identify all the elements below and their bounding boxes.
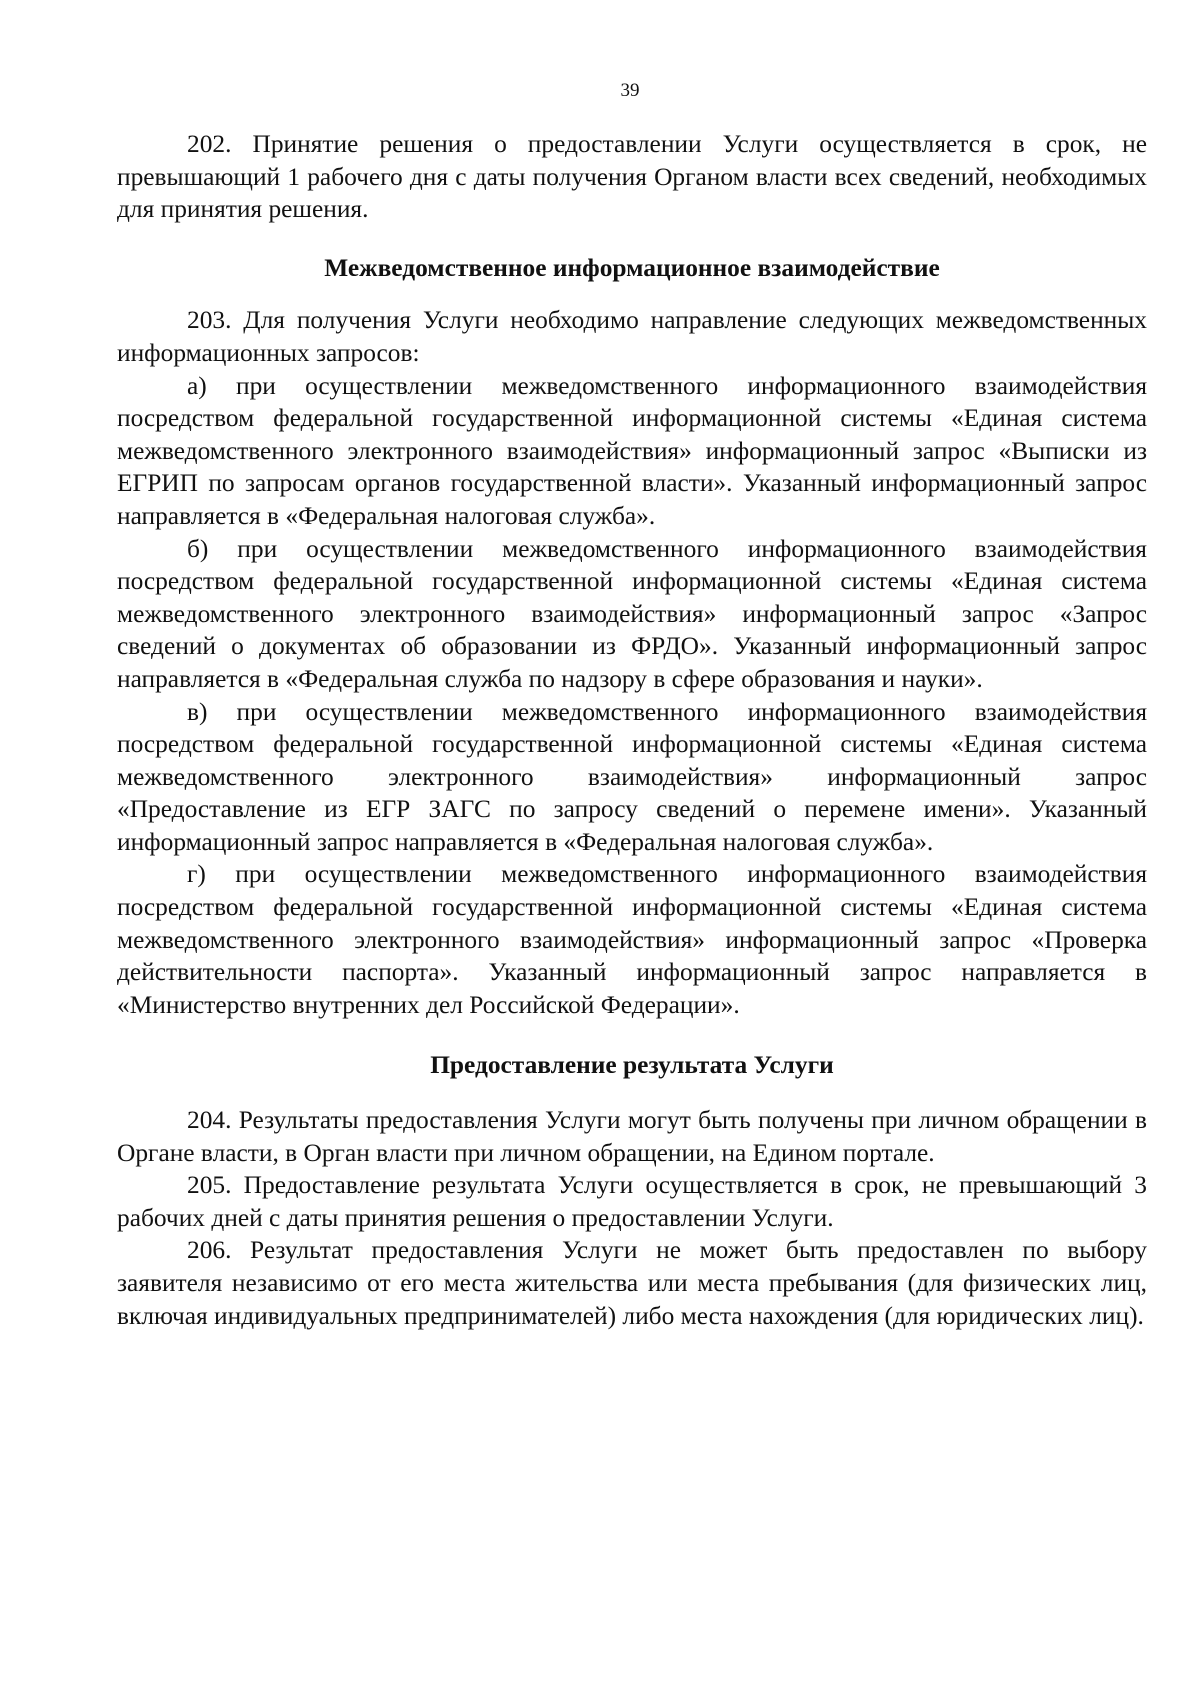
document-body (117, 128, 1147, 1332)
paragraph-204: 204. Результаты предоставления Услуги могут быть получены при личном обращении в Органе власти, в Орган власти при личном обращении, на Едином портале. (117, 1106, 1147, 1167)
paragraph-205: 205. Предоставление результата Услуги осуществляется в срок, не превышающий 3 рабочих дней с даты принятия решения о предоставлении Услуги. (117, 1171, 1147, 1232)
paragraph-202: 202. Принятие решения о предоставлении Услуги осуществляется в срок, не превышающий 1 рабочего дня с даты получения Органом власти всех сведений, необходимых для принятия решения. (117, 130, 1147, 224)
paragraph-203-v: в) при осуществлении межведомственного информационного взаимодействия посредством федеральной государственной информационной системы «Единая система межведомственного электронного взаимодействия» информационный запрос «Предоставление из ЕГР ЗАГС по запросу сведений о перемене имени». Указанный информационный запрос направляется в «Федеральная налоговая служба». (117, 697, 1147, 856)
paragraph-203-a: а) при осуществлении межведомственного информационного взаимодействия посредством федеральной государственной информационной системы «Единая система межведомственного электронного взаимодействия» информационный запрос «Выписки из ЕГРИП по запросам органов государственной власти». Указанный информационный запрос направляется в «Федеральная налоговая служба». (117, 371, 1147, 530)
section-heading-interagency: Межведомственное информационное взаимодействие (324, 253, 940, 282)
section-heading-result: Предоставление результата Услуги (430, 1051, 834, 1080)
page-number: 39 (620, 80, 640, 101)
paragraph-206: 206. Результат предоставления Услуги не может быть предоставлен по выбору заявителя независимо от его места жительства или места пребывания (для физических лиц, включая индивидуальных предпринимателей) либо места нахождения (для юридических лиц). (117, 1236, 1147, 1330)
paragraph-203-g: г) при осуществлении межведомственного информационного взаимодействия посредством федеральной государственной информационной системы «Единая система межведомственного электронного взаимодействия» информационный запрос «Проверка действительности паспорта». Указанный информационный запрос направляется в «Министерство внутренних дел Российской Федерации». (117, 860, 1147, 1019)
paragraph-203: 203. Для получения Услуги необходимо направление следующих межведомственных информационных запросов: (117, 306, 1147, 367)
paragraph-203-b: б) при осуществлении межведомственного информационного взаимодействия посредством федеральной государственной информационной системы «Единая система межведомственного электронного взаимодействия» информационный запрос «Запрос сведений о документах об образовании из ФРДО». Указанный информационный запрос направляется в «Федеральная служба по надзору в сфере образования и науки». (117, 534, 1147, 693)
